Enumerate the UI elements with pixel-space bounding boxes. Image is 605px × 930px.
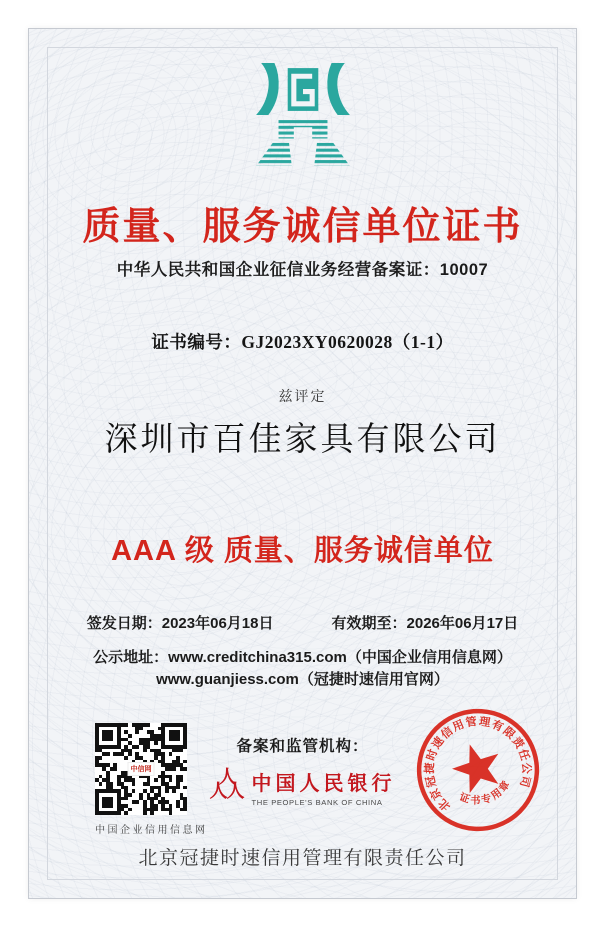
seal-bottom-text: 证书专用章 (457, 777, 514, 807)
valid-until-value: 2026年06月17日 (406, 615, 519, 632)
certificate-subtitle: 中华人民共和国企业征信业务经营备案证：10007 (116, 261, 489, 279)
valid-until (332, 612, 519, 633)
certificate-number: 证书编号：GJ2023XY0620028（1-1） (151, 332, 454, 352)
issuer-logo-icon (255, 63, 351, 172)
issue-date-label: 签发日期： (86, 615, 162, 632)
issuer-seal-stamp (397, 689, 558, 850)
publicity-url-1: www.creditchina315.com（中国企业信用信息网） (168, 649, 512, 666)
publicity-line-1 (29, 647, 576, 669)
publicity-line-2 (29, 669, 576, 691)
issue-date (87, 612, 274, 633)
qr-module (183, 811, 187, 815)
seal-ring-text: 北京冠捷时速信用管理有限责任公司 (423, 715, 532, 813)
publicity-label: 公示地址： (93, 649, 169, 666)
qr-caption: 中国企业信用信息网 (95, 825, 208, 836)
certificate-paper (28, 28, 577, 899)
valid-until-label: 有效期至： (331, 615, 407, 632)
issue-date-value: 2023年06月18日 (161, 615, 274, 632)
issuer-company-name: 北京冠捷时速信用管理有限责任公司 (138, 848, 467, 869)
qr-center-label: 中信网 (128, 762, 155, 776)
publicity-address (29, 647, 576, 691)
assessment-intro: 兹评定 (278, 388, 327, 404)
certificate-title: 质量、服务诚信单位证书 (82, 206, 523, 248)
pboc-name-cn: 中国人民银行 (251, 773, 396, 795)
date-row (29, 612, 576, 633)
svg-text:证书专用章 (455, 774, 518, 813)
regulator-label: 备案和监管机构： (236, 738, 369, 755)
publicity-url-2: www.guanjiess.com（冠捷时速信用官网） (156, 671, 449, 688)
pboc-name-en: THE PEOPLE'S BANK OF CHINA (251, 798, 383, 807)
pboc-logo-icon: 人 人 人 (209, 767, 245, 801)
company-name: 深圳市百佳家具有限公司 (104, 422, 501, 458)
rating-text: AAA 级 质量、服务诚信单位 (111, 535, 494, 567)
